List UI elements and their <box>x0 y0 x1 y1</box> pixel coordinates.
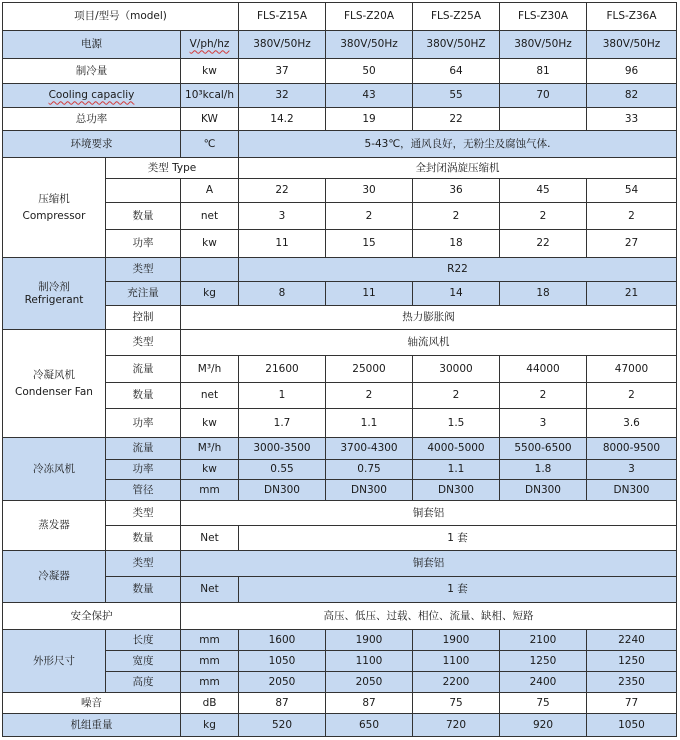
dimension-value: 2200 <box>413 672 500 693</box>
power-source-value: 380V/50Hz <box>587 31 677 59</box>
condenser-fan-qty-label: 数量 <box>106 383 181 409</box>
dimension-row-unit: mm <box>181 672 239 693</box>
condenser-fan-qty-value: 2 <box>413 383 500 409</box>
condenser-fan-flow-value: 44000 <box>500 356 587 383</box>
freezer-fan-power-label: 功率 <box>106 460 181 480</box>
compressor-power-value: 27 <box>587 230 677 258</box>
condenser-fan-flow-label: 流量 <box>106 356 181 383</box>
condenser-fan-power-value: 1.7 <box>239 409 326 438</box>
evaporator-type-label: 类型 <box>106 501 181 526</box>
dimension-value: 1900 <box>326 630 413 651</box>
condenser-fan-power-value: 1.5 <box>413 409 500 438</box>
condenser-fan-power-value: 3 <box>500 409 587 438</box>
freezer-fan-power-value: 3 <box>587 460 677 480</box>
refrigerant-control-label: 控制 <box>106 306 181 330</box>
freezer-fan-duct-value: DN300 <box>326 480 413 501</box>
condenser-fan-power-label: 功率 <box>106 409 181 438</box>
compressor-current-label <box>106 179 181 203</box>
dimension-value: 1900 <box>413 630 500 651</box>
evaporator-qty-value: 1 套 <box>239 526 677 551</box>
total-power-value: 14.2 <box>239 108 326 131</box>
weight-value: 520 <box>239 714 326 737</box>
compressor-qty-label: 数量 <box>106 203 181 230</box>
freezer-fan-power-value: 1.1 <box>413 460 500 480</box>
weight-value: 1050 <box>587 714 677 737</box>
dimension-value: 2050 <box>239 672 326 693</box>
evaporator-qty-unit: Net <box>181 526 239 551</box>
compressor-label-cn: 压缩机 <box>38 193 70 206</box>
compressor-power-label: 功率 <box>106 230 181 258</box>
compressor-current-value: 54 <box>587 179 677 203</box>
compressor-type-value: 全封闭涡旋压缩机 <box>239 158 677 179</box>
condenser-fan-flow-value: 25000 <box>326 356 413 383</box>
freezer-fan-flow-value: 3700-4300 <box>326 438 413 460</box>
condenser-fan-flow-unit: M³/h <box>181 356 239 383</box>
refrigerant-charge-unit: kg <box>181 282 239 306</box>
dimension-value: 2100 <box>500 630 587 651</box>
compressor-label <box>3 158 106 258</box>
noise-value: 77 <box>587 693 677 714</box>
freezer-fan-power-unit: kw <box>181 460 239 480</box>
condenser-qty-unit: Net <box>181 577 239 603</box>
condenser-fan-power-value: 1.1 <box>326 409 413 438</box>
cooling-kcal-label: Cooling capacliy <box>3 84 181 108</box>
cooling-kw-value: 50 <box>326 59 413 84</box>
dimension-row-label: 宽度 <box>106 651 181 672</box>
spec-table <box>2 2 677 737</box>
power-source-label: 电源 <box>3 31 181 59</box>
dimension-value: 1050 <box>239 651 326 672</box>
weight-value: 650 <box>326 714 413 737</box>
cooling-kw-unit: kw <box>181 59 239 84</box>
power-source-unit: V/ph/hz <box>181 31 239 59</box>
noise-value: 87 <box>326 693 413 714</box>
dimension-row-unit: mm <box>181 651 239 672</box>
condenser-fan-label-en: Condenser Fan <box>15 385 93 398</box>
noise-unit: dB <box>181 693 239 714</box>
condenser-fan-power-value: 3.6 <box>587 409 677 438</box>
condenser-fan-flow-value: 21600 <box>239 356 326 383</box>
compressor-qty-value: 2 <box>500 203 587 230</box>
condenser-fan-qty-unit: net <box>181 383 239 409</box>
condenser-qty-label: 数量 <box>106 577 181 603</box>
refrigerant-type-value: R22 <box>239 258 677 282</box>
cooling-kw-value: 64 <box>413 59 500 84</box>
freezer-fan-duct-value: DN300 <box>413 480 500 501</box>
compressor-current-value: 45 <box>500 179 587 203</box>
total-power-value: 33 <box>587 108 677 131</box>
dimension-value: 1600 <box>239 630 326 651</box>
environment-value: 5-43℃，通风良好，无粉尘及腐蚀气体. <box>239 131 677 158</box>
cooling-kcal-value: 32 <box>239 84 326 108</box>
freezer-fan-duct-label: 管径 <box>106 480 181 501</box>
refrigerant-charge-value: 8 <box>239 282 326 306</box>
condenser-fan-power-unit: kw <box>181 409 239 438</box>
dimension-row-label: 长度 <box>106 630 181 651</box>
total-power-value: 19 <box>326 108 413 131</box>
power-source-value: 380V/50Hz <box>239 31 326 59</box>
dimension-row-label: 高度 <box>106 672 181 693</box>
condenser-fan-qty-value: 2 <box>587 383 677 409</box>
weight-value: 720 <box>413 714 500 737</box>
safety-value: 高压、低压、过载、相位、流量、缺相、短路 <box>181 603 677 630</box>
condenser-type-value: 铜套铝 <box>181 551 677 577</box>
condenser-fan-type-value: 轴流风机 <box>181 330 677 356</box>
freezer-fan-flow-unit: M³/h <box>181 438 239 460</box>
refrigerant-charge-label: 充注量 <box>106 282 181 306</box>
dimension-value: 1100 <box>413 651 500 672</box>
condenser-fan-label <box>3 330 106 438</box>
refrigerant-charge-value: 11 <box>326 282 413 306</box>
cooling-kcal-unit: 10³kcal/h <box>181 84 239 108</box>
condenser-label: 冷凝器 <box>3 551 106 603</box>
refrigerant-charge-value: 14 <box>413 282 500 306</box>
condenser-fan-qty-value: 2 <box>500 383 587 409</box>
condenser-fan-label-cn: 冷凝风机 <box>33 369 75 382</box>
dimension-value: 2350 <box>587 672 677 693</box>
noise-value: 75 <box>413 693 500 714</box>
freezer-fan-duct-unit: mm <box>181 480 239 501</box>
dimension-value: 2240 <box>587 630 677 651</box>
dimension-value: 1250 <box>587 651 677 672</box>
cooling-kw-label: 制冷量 <box>3 59 181 84</box>
freezer-fan-flow-value: 5500-6500 <box>500 438 587 460</box>
freezer-fan-power-value: 0.75 <box>326 460 413 480</box>
dimension-value: 1250 <box>500 651 587 672</box>
cooling-kcal-value: 70 <box>500 84 587 108</box>
noise-value: 75 <box>500 693 587 714</box>
evaporator-label: 蒸发器 <box>3 501 106 551</box>
freezer-fan-flow-value: 8000-9500 <box>587 438 677 460</box>
refrigerant-charge-value: 18 <box>500 282 587 306</box>
freezer-fan-duct-value: DN300 <box>587 480 677 501</box>
dimension-value: 2050 <box>326 672 413 693</box>
compressor-qty-value: 2 <box>326 203 413 230</box>
compressor-current-value: 30 <box>326 179 413 203</box>
compressor-power-value: 18 <box>413 230 500 258</box>
evaporator-type-value: 铜套铝 <box>181 501 677 526</box>
environment-label: 环境要求 <box>3 131 181 158</box>
cooling-kcal-value: 55 <box>413 84 500 108</box>
compressor-type-label: 类型 Type <box>106 158 239 179</box>
compressor-current-value: 36 <box>413 179 500 203</box>
environment-unit: ℃ <box>181 131 239 158</box>
refrigerant-control-value: 热力膨胀阀 <box>181 306 677 330</box>
cooling-kw-value: 96 <box>587 59 677 84</box>
weight-label: 机组重量 <box>3 714 181 737</box>
dimension-value: 2400 <box>500 672 587 693</box>
freezer-fan-duct-value: DN300 <box>239 480 326 501</box>
total-power-value <box>500 108 587 131</box>
dimensions-label: 外形尺寸 <box>3 630 106 693</box>
model-name: FLS-Z20A <box>326 3 413 31</box>
compressor-power-value: 15 <box>326 230 413 258</box>
freezer-fan-flow-value: 4000-5000 <box>413 438 500 460</box>
total-power-value: 22 <box>413 108 500 131</box>
dimension-row-unit: mm <box>181 630 239 651</box>
cooling-kw-value: 81 <box>500 59 587 84</box>
compressor-power-unit: kw <box>181 230 239 258</box>
freezer-fan-label: 冷冻风机 <box>3 438 106 501</box>
dimension-value: 1100 <box>326 651 413 672</box>
condenser-fan-qty-value: 2 <box>326 383 413 409</box>
compressor-power-value: 22 <box>500 230 587 258</box>
cooling-kcal-value: 43 <box>326 84 413 108</box>
refrigerant-type-label: 类型 <box>106 258 181 282</box>
model-name: FLS-Z25A <box>413 3 500 31</box>
compressor-power-value: 11 <box>239 230 326 258</box>
compressor-qty-value: 3 <box>239 203 326 230</box>
total-power-label: 总功率 <box>3 108 181 131</box>
freezer-fan-flow-label: 流量 <box>106 438 181 460</box>
freezer-fan-power-value: 1.8 <box>500 460 587 480</box>
total-power-unit: KW <box>181 108 239 131</box>
model-header-label: 项目/型号（model) <box>3 3 239 31</box>
freezer-fan-duct-value: DN300 <box>500 480 587 501</box>
noise-label: 噪音 <box>3 693 181 714</box>
model-name: FLS-Z36A <box>587 3 677 31</box>
refrigerant-label-en: Refrigerant <box>24 293 84 306</box>
condenser-qty-value: 1 套 <box>239 577 677 603</box>
condenser-fan-flow-value: 47000 <box>587 356 677 383</box>
power-source-value: 380V/50Hz <box>500 31 587 59</box>
evaporator-qty-label: 数量 <box>106 526 181 551</box>
cooling-kcal-value: 82 <box>587 84 677 108</box>
model-name: FLS-Z15A <box>239 3 326 31</box>
refrigerant-label <box>3 258 106 330</box>
compressor-current-value: 22 <box>239 179 326 203</box>
power-source-value: 380V/50Hz <box>326 31 413 59</box>
weight-unit: kg <box>181 714 239 737</box>
condenser-fan-flow-value: 30000 <box>413 356 500 383</box>
noise-value: 87 <box>239 693 326 714</box>
refrigerant-label-cn: 制冷剂 <box>38 281 70 294</box>
safety-label: 安全保护 <box>3 603 181 630</box>
weight-value: 920 <box>500 714 587 737</box>
compressor-label-en: Compressor <box>22 209 86 222</box>
cooling-kw-value: 37 <box>239 59 326 84</box>
condenser-fan-type-label: 类型 <box>106 330 181 356</box>
compressor-qty-unit: net <box>181 203 239 230</box>
refrigerant-type-unit <box>181 258 239 282</box>
condenser-fan-qty-value: 1 <box>239 383 326 409</box>
freezer-fan-power-value: 0.55 <box>239 460 326 480</box>
model-name: FLS-Z30A <box>500 3 587 31</box>
condenser-type-label: 类型 <box>106 551 181 577</box>
freezer-fan-flow-value: 3000-3500 <box>239 438 326 460</box>
refrigerant-charge-value: 21 <box>587 282 677 306</box>
compressor-current-unit: A <box>181 179 239 203</box>
power-source-value: 380V/50HZ <box>413 31 500 59</box>
compressor-qty-value: 2 <box>587 203 677 230</box>
compressor-qty-value: 2 <box>413 203 500 230</box>
